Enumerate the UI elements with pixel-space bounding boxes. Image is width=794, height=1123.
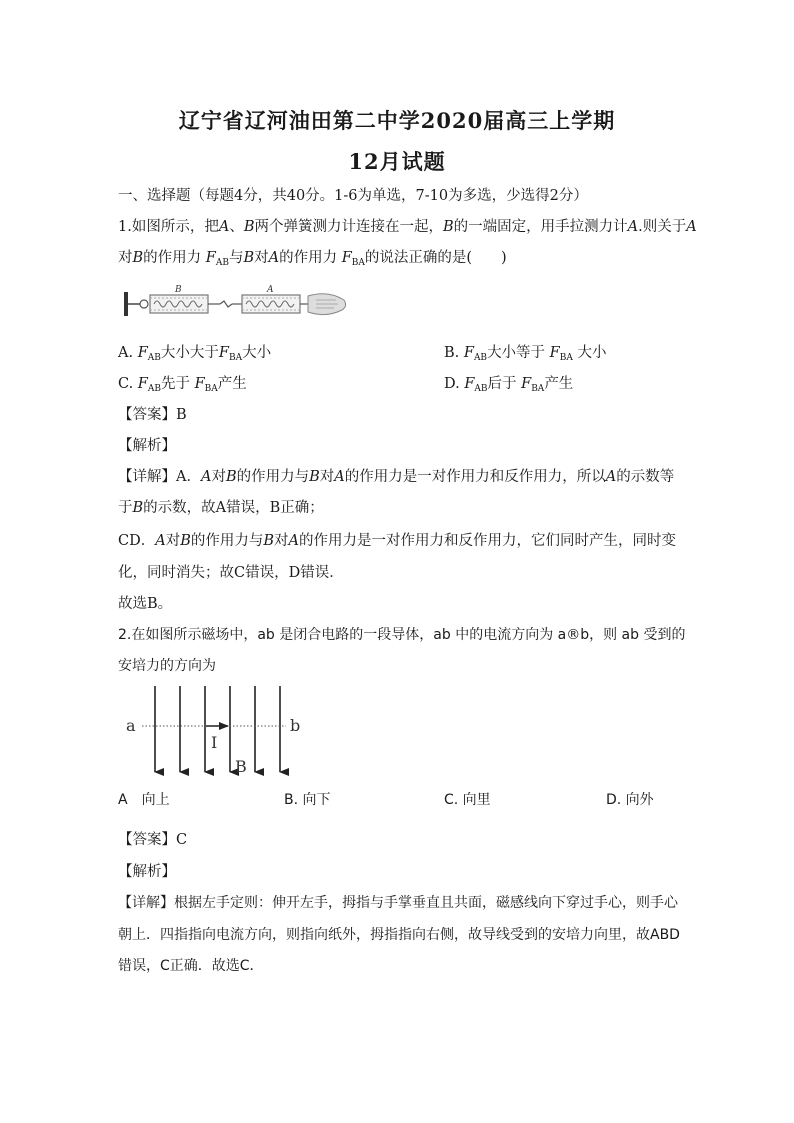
label-a: a [126,716,136,735]
q1-option-a[interactable]: A. $F_{AB}$大小大于$F_{BA}$大小 [118,345,272,363]
label-b: b [290,716,301,735]
q1-option-b[interactable]: B. $F_{AB}$大小等于 $F_{BA}$ 大小 [444,345,607,363]
figure-label-b: B [175,285,182,295]
q2-option-b[interactable]: B. 向下 [284,792,331,808]
label-current: I [211,733,218,752]
title-line-2: 12月试题 [348,149,446,174]
title-line-1: 辽宁省辽河油田第二中学2020届高三上学期 [178,108,616,133]
q2-analysis-heading: 【解析】 [118,864,176,880]
q1-option-c[interactable]: C. $F_{AB}$先于 $F_{BA}$产生 [118,376,247,394]
q1-detail-line-3: CD．A对B的作用力与B对A的作用力是一对作用力和反作用力，它们同时产生，同时变 [118,533,677,549]
q1-detail-line-1: 【详解】A．A对B的作用力与B对A的作用力是一对作用力和反作用力，所以A的示数等 [118,469,675,485]
figure-label-a: A [267,285,274,295]
q1-stem-line-1: 1.如图所示，把A、B两个弹簧测力计连接在一起，B的一端固定，用手拉测力计A.则关于A [118,219,697,235]
q1-analysis-heading: 【解析】 [118,438,176,454]
label-field: B [235,757,247,776]
fixed-wall-icon [124,292,128,316]
q1-detail-line-2: 于B的示数，故A错误，B正确； [118,500,324,516]
q1-answer: 【答案】B [118,407,187,423]
q1-stem-line-2: 对B的作用力 $F_{AB}$与B对A的作用力 $F_{BA}$的说法正确的是( ) [118,250,507,268]
q2-option-d[interactable]: D. 向外 [606,792,654,808]
magnetic-field-figure [118,684,318,780]
q2-detail-line-3: 错误，C正确．故选C． [118,958,264,974]
q2-detail-line-1: 【详解】根据左手定则：伸开左手，拇指与手掌垂直且共面，磁感线向下穿过手心，则手心 [118,895,678,911]
q1-detail-line-4: 化，同时消失；故C错误，D错误． [118,565,344,581]
q1-option-d[interactable]: D. $F_{AB}$后于 $F_{BA}$产生 [444,376,574,394]
q1-conclusion: 故选B。 [118,596,173,612]
q2-option-c[interactable]: C. 向里 [444,792,491,808]
q2-detail-line-2: 朝上．四指指向电流方向，则指向纸外，拇指指向右侧，故导线受到的安培力向里，故ABD [118,927,680,943]
section-heading: 一、选择题（每题4分，共40分。1-6为单选，7-10为多选，少选得2分） [118,188,588,204]
q2-stem-line-1: 2.在如图所示磁场中，ab 是闭合电路的一段导体，ab 中的电流方向为 a®b，则 ab 受到的 [118,627,686,643]
spring-scales-figure [120,282,350,326]
q2-option-a[interactable]: A 向上 [118,792,170,808]
q2-answer: 【答案】C [118,832,188,848]
q2-stem-line-2: 安培力的方向为 [118,658,216,674]
